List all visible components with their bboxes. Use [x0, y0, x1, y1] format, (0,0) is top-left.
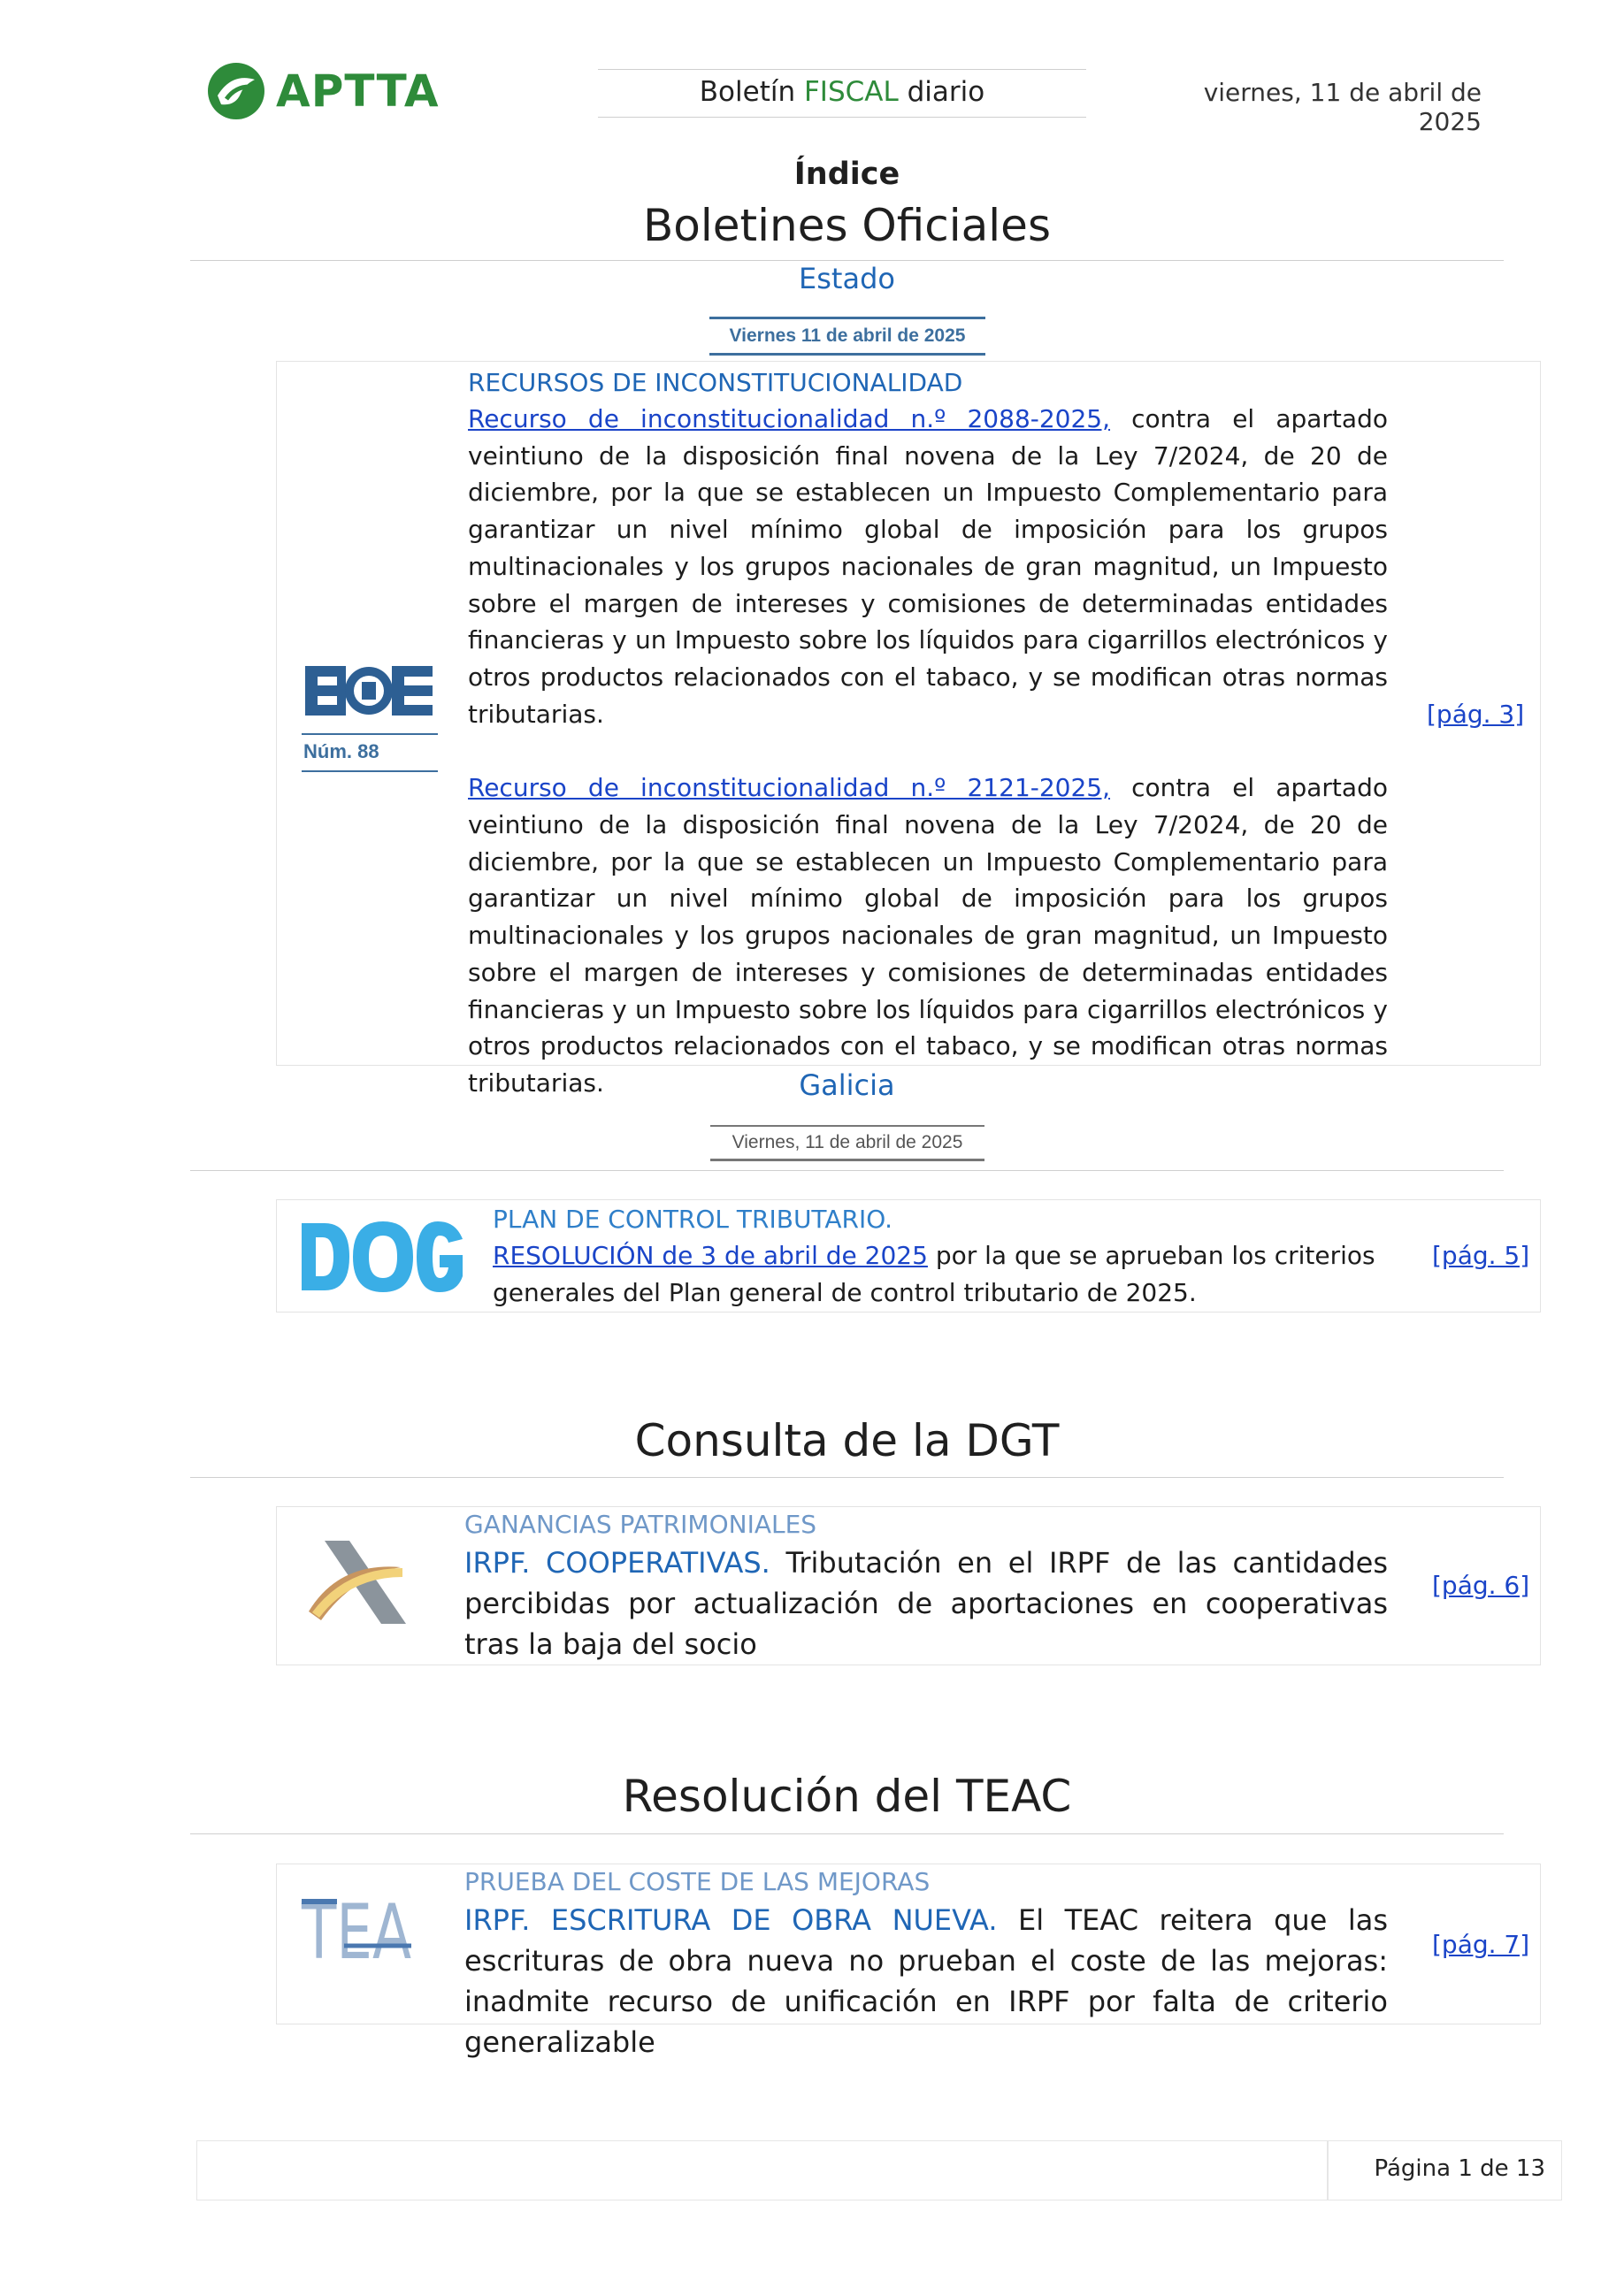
aptta-logo [205, 60, 462, 122]
section-divider [190, 260, 1504, 261]
teac-card [276, 1864, 1541, 2059]
svg-text:TEA: TEA [301, 1888, 412, 1977]
teac-logo-icon [301, 1888, 412, 1977]
region-galicia: Galicia [799, 1068, 895, 1102]
boe-logo-line-top [302, 733, 438, 735]
boe-category: RECURSOS DE INCONSTITUCIONALIDAD [468, 368, 963, 397]
bulletin-title-pre: Boletín [699, 76, 804, 108]
boe-number: Núm. 88 [303, 740, 379, 762]
teac-page-ref[interactable]: [pág. 7] [1432, 1930, 1530, 1959]
dgt-item-text: Tributación en el IRPF de las cantidades percibidas por actualización de aportaciones en cooperativas tras la baja del socio [464, 1546, 1389, 1661]
footer-page-box [1327, 2140, 1562, 2200]
bulletin-title [598, 76, 1086, 108]
galicia-divider [190, 1170, 1504, 1171]
boletines-title: Boletines Oficiales [642, 200, 1051, 251]
bulletin-title-fiscal: FISCAL [803, 76, 899, 108]
boe-item-2 [468, 769, 1388, 1101]
boe-item-1-link[interactable]: Recurso de inconstitucionalidad n.º 2088-2025, [468, 404, 1111, 433]
teac-item-text: El TEAC reitera que las escrituras de obra nueva no prueban el coste de las mejoras: inadmite recurso de unificación en IRPF por falta de criterio generalizable [464, 1903, 1389, 2059]
estado-date-bar: Viernes 11 de abril de 2025 [709, 317, 985, 356]
index-label: Índice [793, 157, 900, 192]
dog-item [493, 1237, 1377, 1311]
dog-page-ref[interactable]: [pág. 5] [1432, 1241, 1530, 1270]
header-date: viernes, 11 de abril de 2025 [1203, 78, 1482, 136]
boe-item-1 [468, 401, 1388, 732]
dog-card [276, 1199, 1541, 1313]
agencia-tributaria-icon [303, 1535, 410, 1633]
dgt-item-lead: IRPF. COOPERATIVAS. [464, 1546, 770, 1580]
dgt-page-ref[interactable]: [pág. 6] [1432, 1571, 1530, 1600]
page-number: Página 1 de 13 [1374, 2155, 1545, 2182]
dgt-item [464, 1542, 1388, 1665]
boe-item-1-text: contra el apartado veintiuno de la disposición final novena de la Ley 7/2024, de 20 de diciembre, por la que se establecen un Impuesto Complementario para garantizar un nivel mínimo global de imposición para los grupos multinacionales y los grupos nacionales de gran magnitud, un Impuesto sobre el margen de intereses y comisiones de determinadas entidades financieras y un Impuesto sobre los líquidos para cigarrillos electrónicos y otros productos relacionados con el tabaco, y se modifican otras normas tributarias. [468, 404, 1388, 729]
boe-logo [302, 662, 443, 786]
teac-item [464, 1900, 1388, 2063]
teac-title: Resolución del TEAC [622, 1771, 1072, 1822]
bulletin-title-post: diario [898, 76, 985, 108]
dog-item-text: por la que se aprueban los criterios generales del Plan general de control tributario de 2025. [493, 1241, 1375, 1307]
dgt-category: GANANCIAS PATRIMONIALES [464, 1510, 817, 1539]
dog-logo-icon [298, 1218, 466, 1297]
galicia-date-bar: Viernes, 11 de abril de 2025 [710, 1125, 984, 1161]
dgt-title: Consulta de la DGT [634, 1415, 1060, 1466]
dog-category: PLAN DE CONTROL TRIBUTARIO. [493, 1205, 893, 1234]
aptta-logo-text: APTTA [276, 65, 440, 117]
dog-item-link[interactable]: RESOLUCIÓN de 3 de abril de 2025 [493, 1241, 928, 1270]
teac-item-lead: IRPF. ESCRITURA DE OBRA NUEVA. [464, 1903, 998, 1937]
boe-item-2-link[interactable]: Recurso de inconstitucionalidad n.º 2121-2025, [468, 773, 1111, 803]
boe-page-ref[interactable]: [pág. 3] [1427, 700, 1525, 729]
teac-divider [190, 1833, 1504, 1834]
teac-category: PRUEBA DEL COSTE DE LAS MEJORAS [464, 1867, 931, 1896]
aptta-emblem-icon [205, 60, 267, 122]
boe-logo-icon [305, 662, 433, 719]
teac-logo [301, 1888, 417, 1977]
dgt-divider [190, 1477, 1504, 1478]
region-estado: Estado [799, 262, 895, 295]
boe-logo-line-bottom [302, 770, 438, 772]
dgt-card [276, 1506, 1541, 1665]
boe-item-2-text: contra el apartado veintiuno de la disposición final novena de la Ley 7/2024, de 20 de diciembre, por la que se establecen un Impuesto Complementario para garantizar un nivel mínimo global de imposición para los grupos multinacionales y los grupos nacionales de gran magnitud, un Impuesto sobre el margen de intereses y comisiones de determinadas entidades financieras y un Impuesto sobre los líquidos para cigarrillos electrónicos y otros productos relacionados con el tabaco, y se modifican otras normas tributarias. [468, 773, 1388, 1098]
footer-left-box [196, 2140, 1329, 2200]
